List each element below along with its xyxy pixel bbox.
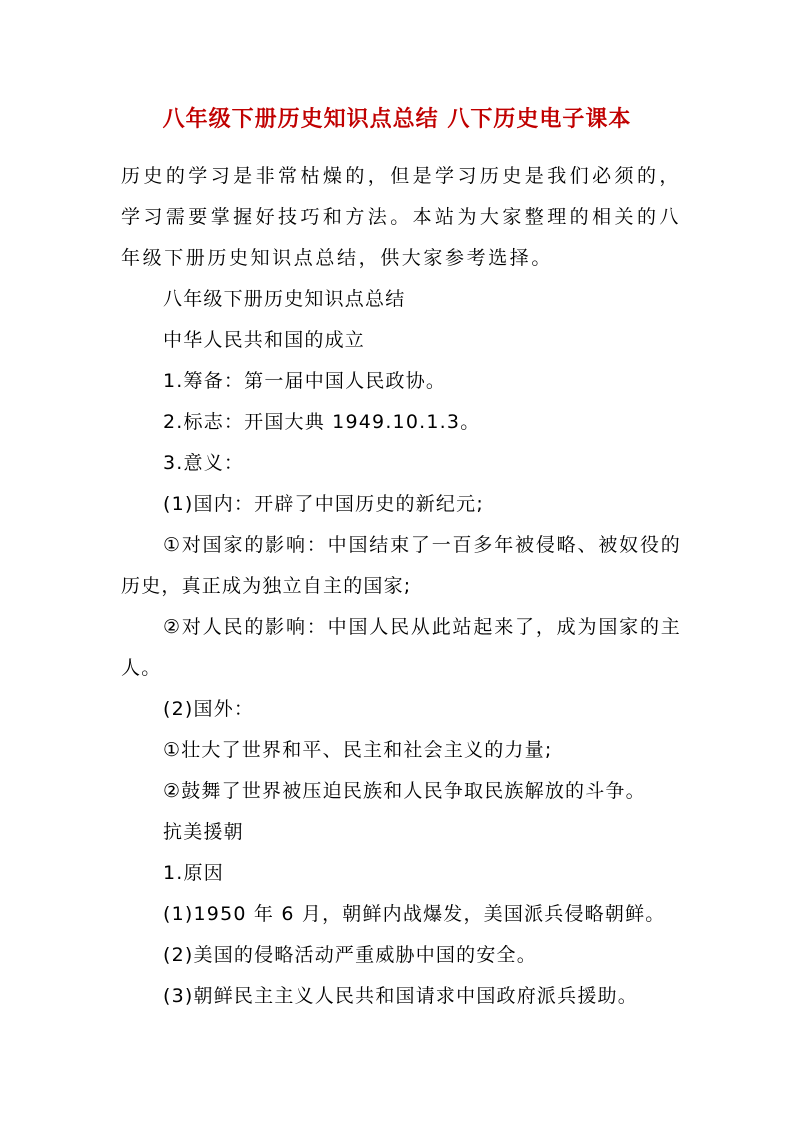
- list-item: ②对人民的影响：中国人民从此站起来了，成为国家的主人。: [121, 616, 681, 679]
- list-item: (1)1950 年 6 月，朝鲜内战爆发，美国派兵侵略朝鲜。: [163, 903, 666, 925]
- document-title: 八年级下册历史知识点总结 八下历史电子课本: [162, 106, 632, 132]
- list-item: (1)国内：开辟了中国历史的新纪元;: [163, 493, 484, 515]
- list-item: (2)国外：: [163, 698, 255, 720]
- list-item: (2)美国的侵略活动严重威胁中国的安全。: [163, 944, 537, 966]
- section-heading: 八年级下册历史知识点总结: [163, 288, 406, 310]
- list-item: 1.原因: [163, 862, 224, 884]
- document-body: [121, 156, 681, 1017]
- list-item: 3.意义：: [163, 452, 245, 474]
- intro-paragraph: 历史的学习是非常枯燥的，但是学习历史是我们必须的，学习需要掌握好技巧和方法。本站为大家整理的相关的八年级下册历史知识点总结，供大家参考选择。: [121, 165, 681, 269]
- list-item: 2.标志：开国大典 1949.10.1.3。: [163, 411, 481, 433]
- subsection-heading: 抗美援朝: [163, 821, 244, 843]
- subsection-heading: 中华人民共和国的成立: [163, 329, 366, 351]
- list-item: (3)朝鲜民主主义人民共和国请求中国政府派兵援助。: [163, 985, 638, 1007]
- list-item: ①壮大了世界和平、民主和社会主义的力量;: [163, 739, 553, 761]
- list-item: 1.筹备：第一届中国人民政协。: [163, 370, 447, 392]
- list-item: ①对国家的影响：中国结束了一百多年被侵略、被奴役的历史，真正成为独立自主的国家;: [121, 534, 681, 597]
- list-item: ②鼓舞了世界被压迫民族和人民争取民族解放的斗争。: [163, 780, 646, 802]
